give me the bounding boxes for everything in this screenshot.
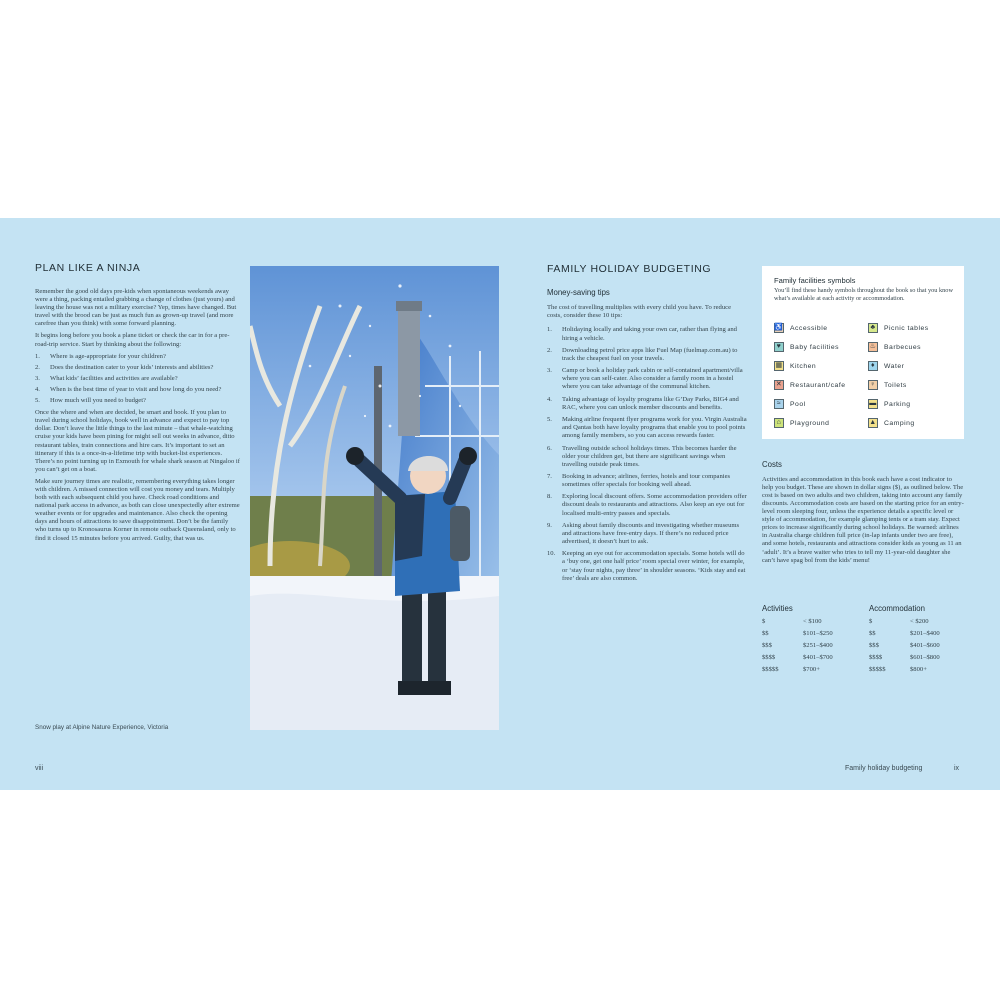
parking-icon: ▬ xyxy=(869,400,877,407)
activity-range: $401–$700 xyxy=(803,654,833,661)
list-item: 3. What kids’ facilities and activities are available? xyxy=(35,374,178,382)
list-item: 1. Holidaying locally and taking your own car, rather than flying and hiring a vehicle. xyxy=(547,326,737,342)
intro-paragraph: Remember the good old days pre-kids when spontaneous weekends away were a thing, packing entailed grabbing a change of clothes (just yours) and leaving the house was not a military exercise? Yep, times have changed. But travel with the brood can be just as much fun as grown-up travel (and more carefree than you think) with some forward planning. xyxy=(35,288,237,328)
page-number-right: ix xyxy=(954,765,960,772)
activity-sign: $ xyxy=(762,618,766,625)
baby-facilities-icon: ♥ xyxy=(774,342,784,352)
tips-intro: The cost of travelling multiplies with every child you have. To reduce costs, consider these 10 tips: xyxy=(547,303,731,319)
activity-range: $251–$400 xyxy=(803,642,833,649)
accommodation-sign: $$$ xyxy=(869,642,879,649)
playground-icon: ⌂ xyxy=(774,418,784,428)
facilities-symbols-box xyxy=(762,266,964,439)
start-paragraph: It begins long before you book a plane ticket or check the car in for a pre-road-trip service. Start by thinking about the following: xyxy=(35,332,230,348)
toilets-icon: ♀ xyxy=(868,380,878,390)
accommodation-sign: $ xyxy=(869,618,873,625)
facility-parking: ▬ Parking xyxy=(869,400,911,408)
booking-paragraph: Once the where and when are decided, be smart and book. If you plan to travel during school holidays, book well in advance and expect to pay top dollar. Don’t leave the little things to the last minute – that whale-watching cruise your kids have been pining for might sell out weeks in advance, ditto restaurant tables, train connections and hire cars. It’s important to set an itinerary if this is a once-in-a-lifetime trip with bucket-list experiences. There’s no point turning up in Exmouth for whale shark season at Ningaloo if you can’t get on a boat. xyxy=(35,409,240,473)
accommodation-range: $800+ xyxy=(910,666,927,673)
accommodation-range: $201–$400 xyxy=(910,630,940,637)
page-heading-budgeting: FAMILY HOLIDAY BUDGETING xyxy=(547,263,712,275)
kitchen-icon: ▦ xyxy=(775,362,783,369)
left-body-column xyxy=(35,288,240,547)
money-saving-tips-list xyxy=(547,326,747,582)
list-item: 4. Taking advantage of loyalty programs like G’Day Parks, BIG4 and RAC, where you can unlock member discounts and benefits. xyxy=(547,395,739,411)
pool-icon: ≈ xyxy=(774,399,784,409)
facility-baby: ♥ Baby facilities xyxy=(774,342,839,352)
list-item: 5. How much will you need to budget? xyxy=(35,397,146,405)
activity-range: < $100 xyxy=(803,618,822,625)
list-item: 10. Keeping an eye out for accommodation specials. Some hotels will do a ‘buy one, get one half price’ room special over winter, for example, or ‘stay four nights, pay three’ in shoulder seasons. ‘Kids stay and eat free’ deals are also common. xyxy=(547,550,746,582)
activity-sign: $$$$$ xyxy=(762,666,779,673)
accommodation-sign: $$ xyxy=(869,630,876,637)
accommodation-sign: $$$$$ xyxy=(869,666,886,673)
activity-sign: $$$$ xyxy=(762,654,776,661)
tips-column xyxy=(547,289,747,587)
barbecue-icon: ♨ xyxy=(869,343,877,350)
list-item: 8. Exploring local discount offers. Some accommodation providers offer discount deals to restaurants and attractions. Also keep an eye out for localised multi-entry passes and specials. xyxy=(547,493,747,517)
accommodation-sign: $$$$ xyxy=(869,654,883,661)
list-item: 1. Where is age-appropriate for your children? xyxy=(35,352,166,360)
list-item: 2. Does the destination cater to your kids’ interests and abilities? xyxy=(35,363,214,371)
page-heading-plan: PLAN LIKE A NINJA xyxy=(35,262,141,274)
water-icon: ♦ xyxy=(868,361,878,371)
facility-barbecues: ♨ Barbecues xyxy=(869,343,921,351)
facility-water: ♦ Water xyxy=(868,361,904,371)
list-item: 2. Downloading petrol price apps like Fuel Map (fuelmap.com.au) to track the cheapest fuel on your travels. xyxy=(547,346,738,362)
journey-paragraph: Make sure journey times are realistic, remembering everything takes longer with children. A missed connection will cost you money and tears. Multiply both with each subsequent child you have. Check road conditions and national park access in advance, as both can close unexpectedly after extreme weather events or for upgrades and maintenance. Also check the opening days and hours of attractions to save disappointment. Don’t be the family who turns up to Kronosaurus Korner in remote outback Queensland, only to find it closed 15 minutes before you arrived. Guilty, that was us. xyxy=(35,477,240,542)
running-head: Family holiday budgeting xyxy=(845,765,923,772)
list-item: 5. Making airline frequent flyer programs work for you. Virgin Australia and Qantas both have loyalty programs that enable you to pool points among family members, so you can access rewards faster. xyxy=(547,416,747,440)
activity-range: $101–$250 xyxy=(803,630,833,637)
facility-restaurant: ✕ Restaurant/cafe xyxy=(775,381,846,389)
planning-questions-list xyxy=(35,353,240,405)
facility-kitchen: ▦ Kitchen xyxy=(775,362,817,370)
page-number-left: viii xyxy=(35,765,44,772)
list-item: 3. Camp or book a holiday park cabin or self-contained apartment/villa where you can self-cater. Also consider a family room in a hostel where you can take advantage of the communal kitchen. xyxy=(547,367,743,391)
accommodation-heading: Accommodation xyxy=(869,604,925,613)
facility-playground: ⌂ Playground xyxy=(774,418,829,428)
activities-heading: Activities xyxy=(762,604,793,613)
activity-range: $700+ xyxy=(803,666,820,673)
list-item: 9. Asking about family discounts and investigating whether museums and attractions have free-entry days. If there’s no reduced price advertised, it doesn’t hurt to ask. xyxy=(547,521,740,546)
list-item: 4. When is the best time of year to visit and how long do you need? xyxy=(35,385,222,393)
list-item: 7. Booking in advance; airlines, ferries, hotels and tour companies sometimes offer specials for booking well ahead. xyxy=(547,473,731,489)
facility-toilets: ♀ Toilets xyxy=(868,380,907,390)
costs-column xyxy=(762,461,964,571)
snow-play-photo xyxy=(250,266,499,730)
facility-camping: ▲ Camping xyxy=(869,419,915,427)
symbols-box-title: Family facilities symbols xyxy=(774,276,856,285)
photo-caption: Snow play at Alpine Nature Experience, Victoria xyxy=(35,724,169,731)
tips-subhead: Money-saving tips xyxy=(547,288,610,297)
accessible-icon: ♿ xyxy=(774,324,784,331)
accommodation-range: $401–$600 xyxy=(910,642,940,649)
facility-picnic: ♣ Picnic tables xyxy=(868,323,929,333)
costs-heading: Costs xyxy=(762,460,782,469)
accommodation-range: < $200 xyxy=(910,618,929,625)
list-item: 6. Travelling outside school holidays times. This becomes harder the older your children get, but there are significant savings when travelling outside peak times. xyxy=(547,444,737,468)
facility-pool: ≈ Pool xyxy=(774,399,806,409)
costs-paragraph: Activities and accommodation in this book each have a cost indicator to help you budget. These are shown in dollar signs ($), as outlined below. The cost is based on two adults and two children, taking into account any family discounts. Accommodation costs are based on the starting price for an entry-level room sleeping four, unless the experience details a specific level or style of accommodation, for example glamping tents or a tram stay. Expect prices to increase significantly during school holidays. Be warned: airlines in Australia charge children full price (in-lap infants under two are free), and some hotels, restaurants and attractions consider kids as young as 11 an ‘adult’. It’s a brave waiter who tries to tell my 11-year-old daughter she can’t have spag bol from the kids’ menu! xyxy=(762,475,964,564)
facility-accessible: ♿ Accessible xyxy=(774,324,828,332)
activity-sign: $$ xyxy=(762,630,769,637)
accommodation-range: $601–$800 xyxy=(910,654,940,661)
activity-sign: $$$ xyxy=(762,642,772,649)
camping-icon: ▲ xyxy=(869,419,877,426)
restaurant-icon: ✕ xyxy=(775,381,783,388)
symbols-box-intro: You’ll find these handy symbols throughout the book so that you know what’s available at each activity or accommodation. xyxy=(774,287,953,302)
picnic-tables-icon: ♣ xyxy=(868,323,878,333)
